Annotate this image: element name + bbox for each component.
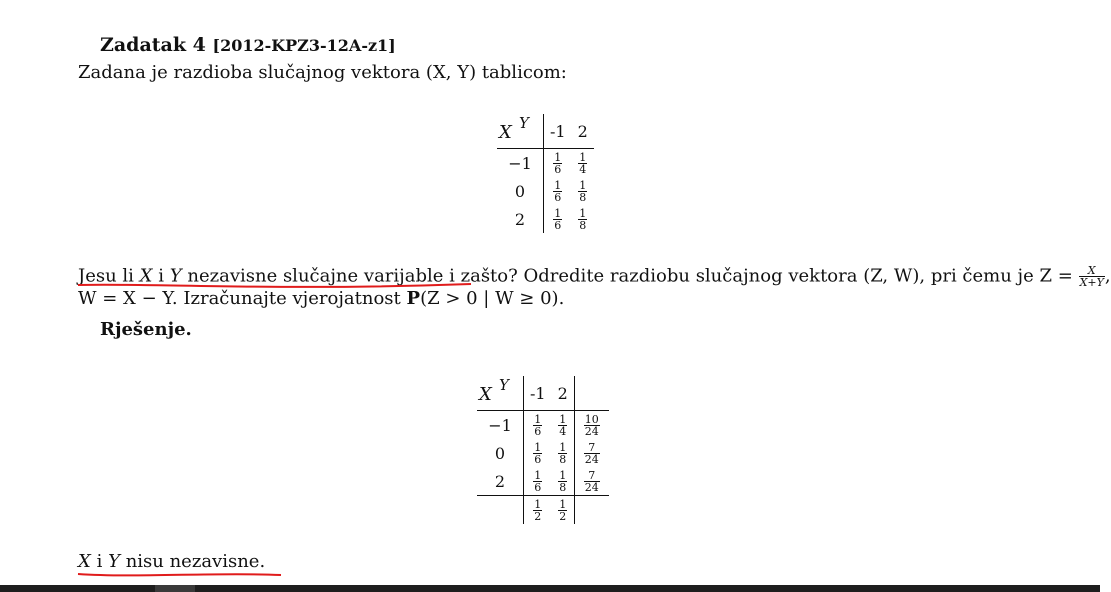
scrollbar-thumb[interactable]: [155, 585, 195, 592]
row-header: −1: [508, 153, 532, 173]
z-fraction: $\frac{X}{X+Y}$: [1079, 264, 1104, 289]
cell-fraction: $\frac{1}{8}$: [559, 468, 567, 494]
corner-x: X: [479, 384, 492, 405]
cell-fraction: $\frac{1}{8}$: [579, 206, 587, 232]
cell-fraction: $\frac{1}{6}$: [554, 206, 562, 232]
conj-i: i: [96, 551, 103, 572]
col-marginal: $\frac{1}{2}$: [559, 497, 567, 523]
table-row: [497, 177, 594, 205]
table-row: [477, 439, 609, 467]
cell-fraction: $\frac{1}{4}$: [559, 412, 567, 438]
table-row: [477, 467, 609, 496]
row-header: 2: [477, 467, 524, 496]
question-text: W = X − Y. Izračunajte vjerojatnost: [78, 288, 401, 309]
solution-label: Rješenje.: [100, 319, 192, 340]
cell-fraction: $\frac{1}{8}$: [559, 440, 567, 466]
var-y: Y: [169, 265, 182, 287]
table-row: [497, 149, 594, 178]
col-header: -1: [544, 114, 572, 149]
corner-x: X: [499, 122, 512, 143]
cell-fraction: $\frac{1}{4}$: [579, 150, 587, 176]
cell-fraction: $\frac{1}{6}$: [534, 412, 542, 438]
row-header: 0: [494, 443, 506, 463]
table-corner: [477, 376, 524, 411]
conclusion-text: [78, 551, 265, 572]
marginal-row: [477, 496, 609, 525]
var-y: Y: [108, 551, 120, 572]
task-code: [2012-KPZ3-12A-z1]: [212, 36, 396, 55]
row-marginal: $\frac{7}{24}$: [584, 440, 599, 466]
row-header: −1: [488, 415, 512, 435]
cell-fraction: $\frac{1}{8}$: [579, 178, 587, 204]
corner-y: Y: [499, 376, 509, 394]
cell-fraction: $\frac{1}{6}$: [534, 440, 542, 466]
task-title: [100, 34, 396, 56]
question-text: Jesu li: [78, 265, 134, 287]
task-label: Zadatak 4: [100, 34, 206, 56]
comma: ,: [1104, 265, 1111, 287]
table-row: [477, 411, 609, 440]
row-header: 0: [514, 181, 526, 201]
question-text: nezavisne slučajne varijable i zašto? Odredite razdiobu slučajnog vektora (Z, W), pri čemu je Z =: [187, 265, 1073, 287]
corner-y: Y: [519, 114, 529, 132]
col-header: 2: [552, 376, 575, 411]
distribution-table: [497, 114, 594, 233]
solution-table: [477, 376, 609, 524]
intro-text: Zadana je razdioba slučajnog vektora (X, Y) tablicom:: [78, 62, 567, 83]
row-marginal: $\frac{10}{24}$: [584, 412, 599, 438]
cell-fraction: $\frac{1}{6}$: [554, 150, 562, 176]
col-header: 2: [572, 114, 594, 149]
row-marginal: $\frac{7}{24}$: [584, 468, 599, 494]
conclusion-phrase: nisu nezavisne.: [125, 551, 266, 572]
underline-annotation: [76, 281, 476, 293]
table-corner: [497, 114, 544, 149]
col-marginal: $\frac{1}{2}$: [534, 497, 542, 523]
col-header: -1: [524, 376, 552, 411]
cell-fraction: $\frac{1}{6}$: [534, 468, 542, 494]
conj-i: i: [158, 265, 164, 287]
var-x: X: [139, 265, 153, 287]
underline-annotation: [76, 570, 286, 580]
cell-fraction: $\frac{1}{6}$: [554, 178, 562, 204]
row-header: 2: [514, 209, 526, 229]
question-text: (Z > 0 | W ≥ 0).: [420, 288, 565, 309]
table-row: [497, 205, 594, 233]
var-x: X: [78, 551, 91, 572]
prob-symbol: P: [406, 288, 421, 309]
